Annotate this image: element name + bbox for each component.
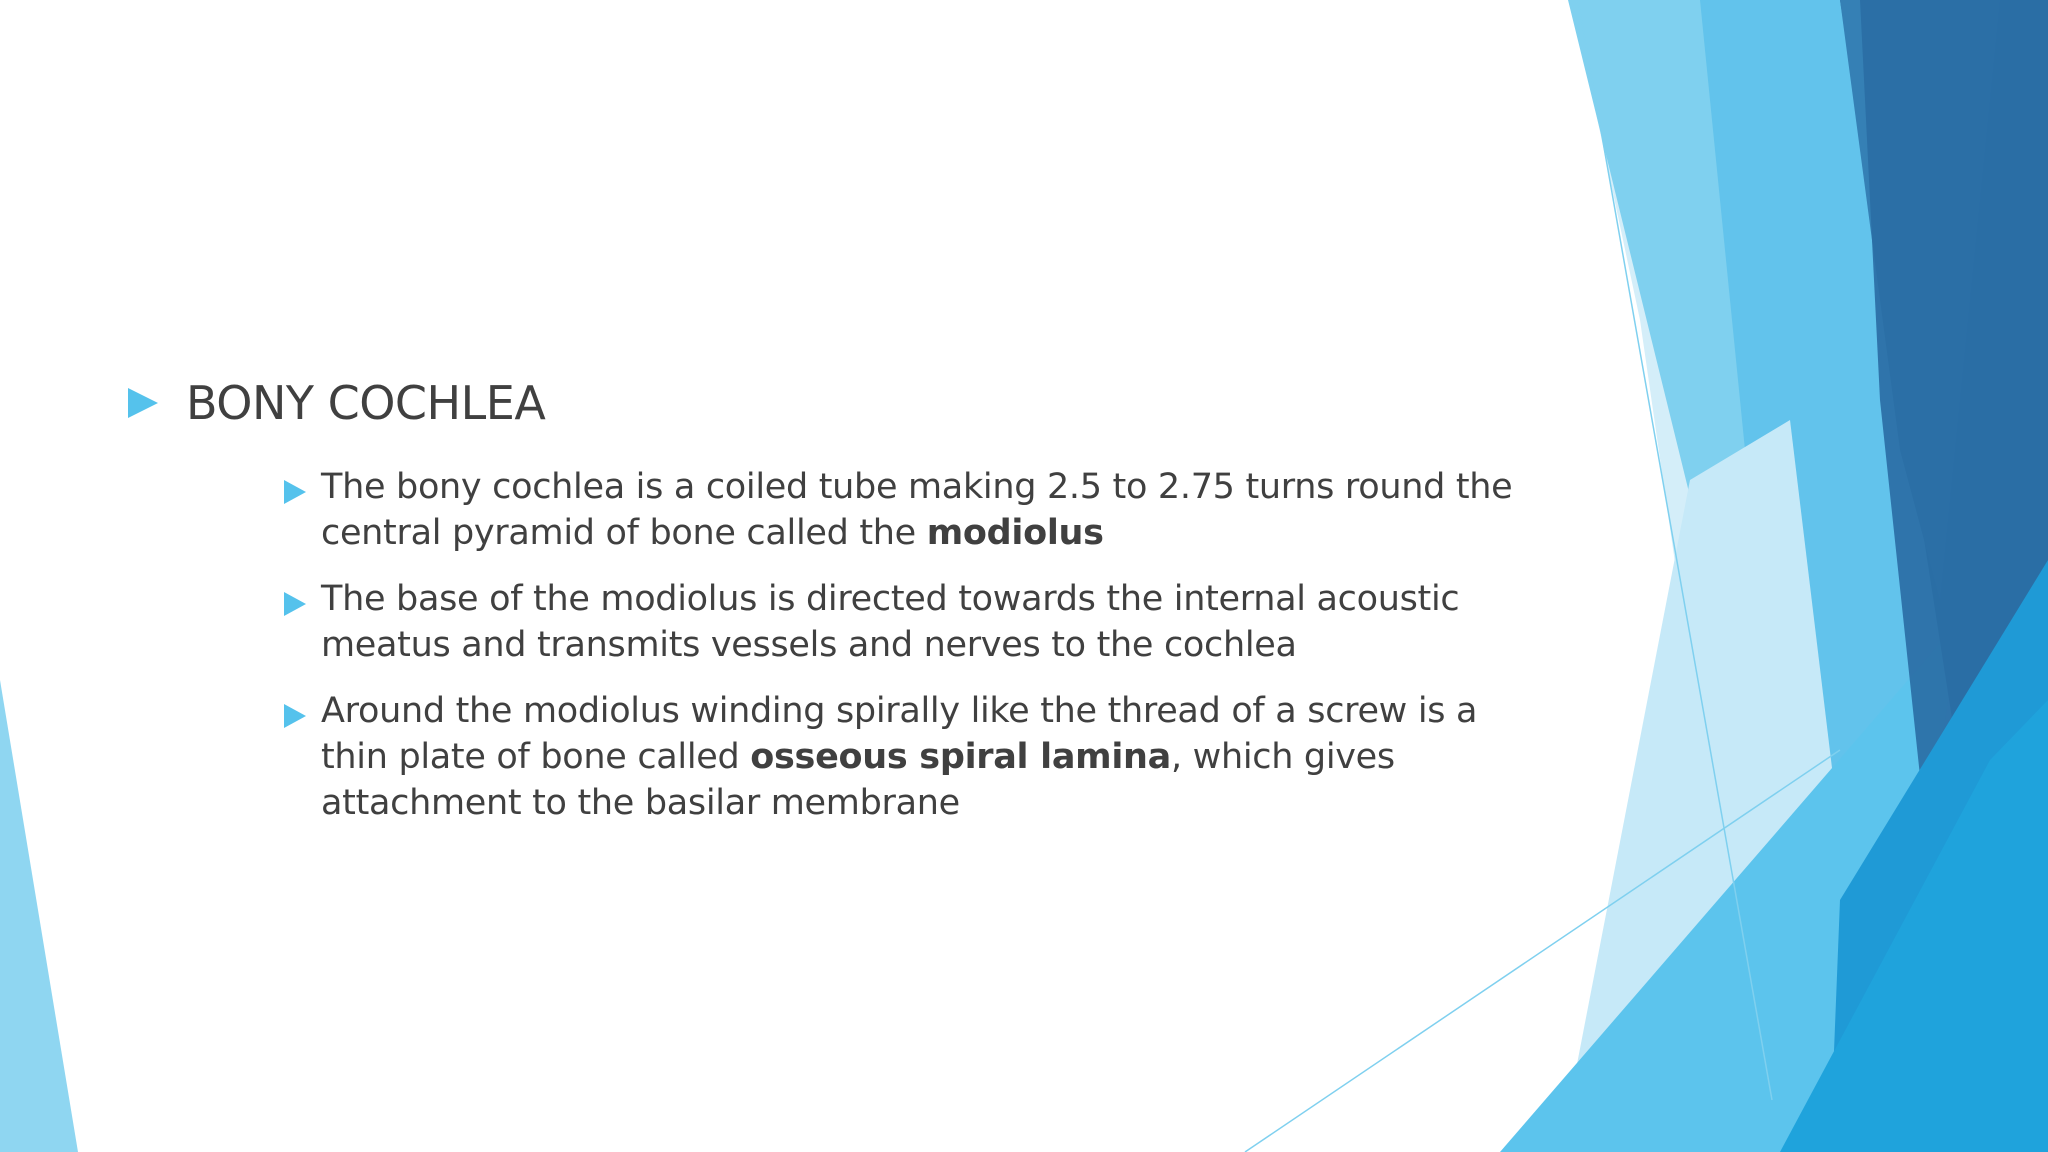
bullet-text: The bony cochlea is a coiled tube making 2.5 to 2.75 turns round the central pyramid of bone called the modiolus — [321, 467, 1513, 553]
bullet-arrow-icon — [284, 592, 306, 616]
bullet-arrow-icon — [284, 480, 306, 504]
slide-heading: BONY COCHLEA — [186, 376, 546, 430]
slide-content — [128, 368, 1528, 846]
bullet-text: The base of the modiolus is directed towards the internal acoustic meatus and transmits vessels and nerves to the cochlea — [321, 579, 1460, 665]
bullet-arrow-icon — [128, 388, 158, 418]
bullet-arrow-icon — [284, 704, 306, 728]
bullet-text: Around the modiolus winding spirally like the thread of a screw is a thin plate of bone called osseous spiral lamina, which gives attachment to the basilar membrane — [321, 691, 1478, 823]
bold-term: osseous spiral lamina — [750, 737, 1171, 777]
bold-term: modiolus — [926, 513, 1104, 553]
list-item — [284, 576, 1528, 668]
list-item — [284, 688, 1528, 826]
left-edge-shape — [0, 680, 78, 1152]
heading-bullet — [128, 368, 1528, 438]
list-item — [284, 464, 1528, 556]
